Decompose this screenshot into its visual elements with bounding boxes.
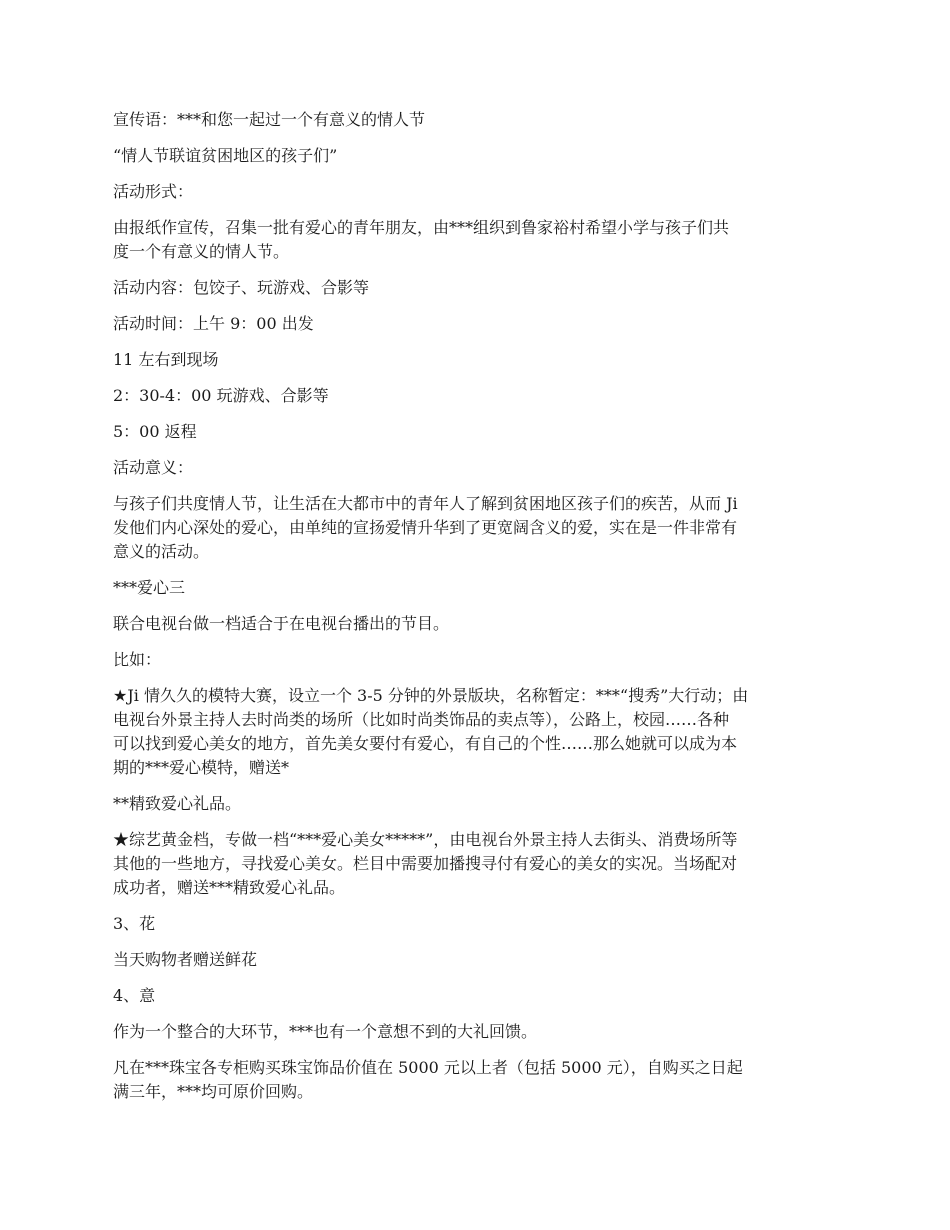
event-title: “情人节联谊贫困地区的孩子们” [113, 146, 338, 165]
meaning-heading: 活动意义： [113, 458, 194, 477]
section-heading-love-three: ***爱心三 [113, 578, 186, 597]
time-line: 活动时间：上午 9：00 出发 [113, 314, 314, 333]
tv-program-line: 联合电视台做一档适合于在电视台播出的节目。 [113, 614, 450, 633]
buyback-paragraph: 凡在***珠宝各专柜购买珠宝饰品价值在 5000 元以上者（包括 5000 元），自购买之日起 满三年，***均可原价回购。 [113, 1058, 743, 1101]
flower-gift-line: 当天购物者赠送鲜花 [113, 950, 258, 969]
meaning-paragraph: 与孩子们共度情人节，让生活在大都市中的青年人了解到贫困地区孩子们的疾苦，从而 Ji 发他们内心深处的爱心，由单纯的宣扬爱情升华到了更宽阔含义的爱，实在是一件非常有 意义的活动。 [113, 494, 738, 561]
form-heading: 活动形式： [113, 182, 194, 201]
schedule-arrival: 11 左右到现场 [113, 350, 219, 369]
slogan-line: 宣传语：***和您一起过一个有意义的情人节 [113, 110, 426, 129]
schedule-return: 5：00 返程 [113, 422, 197, 441]
variety-show-paragraph: ★综艺黄金档，专做一档“***爱心美女*****”，由电视台外景主持人去街头、消费场所等 其他的一些地方，寻找爱心美女。栏目中需要加播搜寻付有爱心的美女的实况。当场配对 成功者，赠送***精致爱心礼品。 [113, 830, 738, 897]
content-line: 活动内容：包饺子、玩游戏、合影等 [113, 278, 370, 297]
gift-line: **精致爱心礼品。 [113, 794, 242, 813]
section-heading-intent: 4、意 [113, 986, 156, 1005]
section-heading-flower: 3、花 [113, 914, 156, 933]
example-heading: 比如： [113, 650, 162, 669]
form-paragraph: 由报纸作宣传，召集一批有爱心的青年朋友，由***组织到鲁家裕村希望小学与孩子们共 度一个有意义的情人节。 [113, 218, 730, 261]
big-gift-line: 作为一个整合的大环节，***也有一个意想不到的大礼回馈。 [113, 1022, 538, 1041]
model-contest-paragraph: ★Ji 情久久的模特大赛，设立一个 3-5 分钟的外景版块，名称暂定：***“搜秀”大行动；由 电视台外景主持人去时尚类的场所（比如时尚类饰品的卖点等），公路上，校园……各种 可以找到爱心美女的地方，首先美女要付有爱心，有自己的个性……那么她就可以成为本 期的***爱心模特，赠送* [113, 686, 749, 777]
schedule-games: 2：30-4：00 玩游戏、合影等 [113, 386, 329, 405]
document-page [113, 108, 841, 1116]
